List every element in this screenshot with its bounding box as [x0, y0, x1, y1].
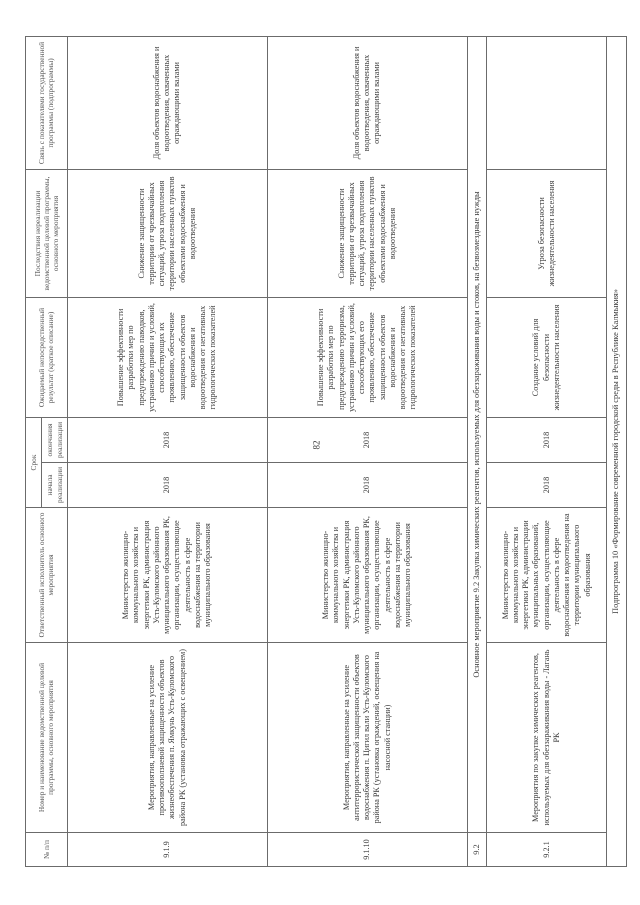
header-term: Срок	[26, 417, 42, 507]
row-consequences: Снижение защищенности территории от чрезвычайных ситуаций, угроза подтопления территории населенных пунктов объектами водоснабжения и водоотведения	[267, 169, 467, 297]
row-end: 2018	[487, 417, 607, 462]
row-result: Повышение эффективности разработки мер по предупреждению паводков, устранению причин и условий, способствующих их проявлению, обеспечение защищенности объектов водоснабжения и водоотведения от негативных гидрологических показателей	[67, 297, 267, 417]
row-num: 9.1.10	[267, 833, 467, 867]
header-executor: Ответственный исполнитель основного мероприятия	[26, 508, 68, 643]
table-row	[67, 36, 267, 866]
header-num: № п/п	[26, 833, 68, 867]
section-title: Основное мероприятие 9.2 Закупка химических реагентов, используемых для обеззараживания воды и стоков, на безвозмездные нужды	[467, 36, 487, 832]
row-consequences: Угроза безопасности жизнедеятельности населения	[487, 169, 607, 297]
row-result: Повышение эффективности разработки мер по предупреждению терроризма, устранению причин и условий, способствующих его проявлению, обеспечение защищенности объектов водоснабжения и водоотведения от негативных гидрологических показателей	[267, 297, 467, 417]
row-start: 2018	[267, 463, 467, 508]
header-term-end: окончания реализации	[42, 417, 68, 462]
row-num: 9.2.1	[487, 833, 607, 867]
row-executor: Министерство жилищно-коммунального хозяйства и энергетики РК, администрация Усть-Куломского районного муниципального образования РК, организации, осуществляющие деятельность в сфере водоснабжения на территории муниципального образования	[67, 508, 267, 643]
row-name: Мероприятия по закупке химических реагентов, используемых для обеззараживания воды - Лагань РК	[487, 643, 607, 833]
row-result: Создание условий для безопасности жизнедеятельности населения	[487, 297, 607, 417]
row-link	[487, 36, 607, 169]
section-row	[467, 36, 487, 866]
program-table	[25, 36, 627, 867]
row-link: Доля объектов водоснабжения и водоотведения, охваченных ограждающими валами	[267, 36, 467, 169]
row-executor: Министерство жилищно-коммунального хозяйства и энергетики РК, администрации муниципальных образований, организации, осуществляющие деятельность в сфере водоснабжения и водоотведения на территории муниципального образования	[487, 508, 607, 643]
table-row	[487, 36, 607, 866]
header-name: Номер и наименование ведомственной целевой программы, основного мероприятия	[26, 643, 68, 833]
row-end: 2018	[267, 417, 467, 462]
table-row	[267, 36, 467, 866]
row-name: Мероприятия, направленные на усиление антитеррористической защищенности объектов водоснабжения п. Цигил вали Усть-Куломского района РК (установка ограждений, освещения на насосной станции)	[267, 643, 467, 833]
page-number: 82	[311, 440, 322, 450]
row-start: 2018	[67, 463, 267, 508]
section-num: 9.2	[467, 833, 487, 867]
row-end: 2018	[67, 417, 267, 462]
header-link: Связь с показателями государственной программы (подпрограммы)	[26, 36, 68, 169]
rotated-table-sheet	[25, 37, 621, 867]
header-result: Ожидаемый непосредственный результат (краткое описание)	[26, 297, 68, 417]
subprogram-row	[607, 36, 627, 866]
header-term-start: начала реализации	[42, 463, 68, 508]
row-num: 9.1.9	[67, 833, 267, 867]
row-start: 2018	[487, 463, 607, 508]
subprogram-title: Подпрограмма 10 «Формирование современной городской среды в Республике Калмыкия»	[607, 36, 627, 866]
row-name: Мероприятия, направленные на усиление противооползневой защищенности объектов жизнеобеспечения п. Ямкунь Усть-Куломского района РК (установка отражающих с освещением)	[67, 643, 267, 833]
row-link: Доля объектов водоснабжения и водоотведения, охваченных ограждающими валами	[67, 36, 267, 169]
row-consequences: Снижение защищенности территории от чрезвычайных ситуаций, угроза подтопления территории населенных пунктов объектами водоснабжения и водоотведения	[67, 169, 267, 297]
row-executor: Министерство жилищно-коммунального хозяйства и энергетики РК, администрация Усть-Куломского районного муниципального образования РК, организации, осуществляющие деятельность в сфере водоснабжения на территории муниципального образования	[267, 508, 467, 643]
header-consequences: Последствия нереализации ведомственной целевой программы, основного мероприятия	[26, 169, 68, 297]
